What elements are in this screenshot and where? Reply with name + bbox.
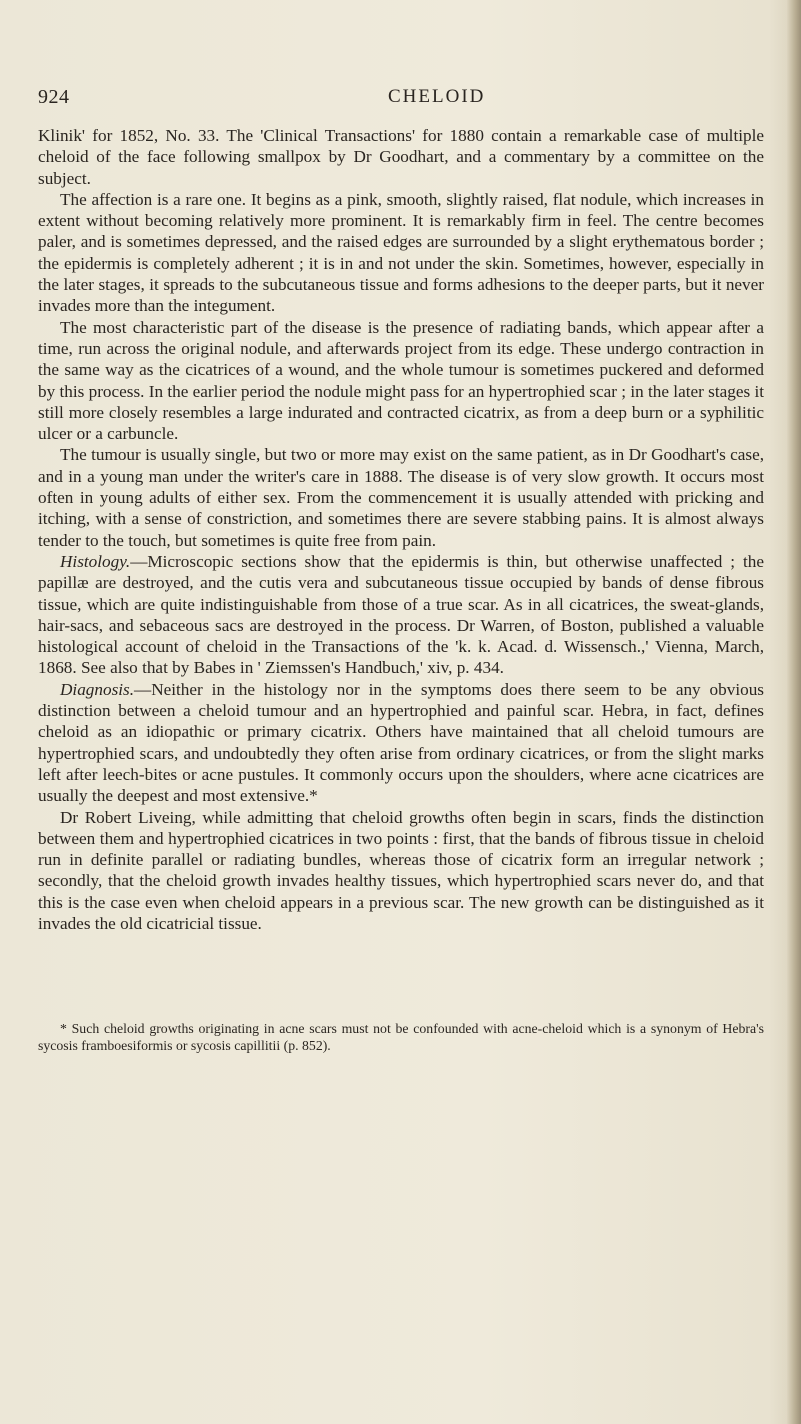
footnote — [38, 1020, 764, 1054]
histology-text: —Microscopic sections show that the epidermis is thin, but otherwise unaffected ; the papillæ are destroyed, and the cutis vera and subcutaneous tissue occupied by bands of dense fibrous tissue, which are quite indistinguishable from those of a true scar. As in all cicatrices, the sweat-glands, hair-sacs, and sebaceous sacs are destroyed in the process. Dr Warren, of Boston, published a valuable histological account of cheloid in the Transactions of the 'k. k. Acad. d. Wissensch.,' Vienna, March, 1868. See also that by Babes in ' Ziemssen's Handbuch,' xiv, p. 434. — [38, 551, 764, 678]
page-edge — [787, 0, 801, 1424]
paragraph: The most characteristic part of the disease is the presence of radiating bands, which appear after a time, run across the original nodule, and afterwards project from its edge. These undergo contraction in the same way as the cicatrices of a wound, and the whole tumour is sometimes puckered and deformed by this process. In the earlier period the nodule might pass for an hypertrophied scar ; in the later stages it still more closely resembles a large indurated and contracted cicatrix, as from a deep burn or a syphilitic ulcer or a carbuncle. — [38, 317, 764, 444]
paragraph: The affection is a rare one. It begins as a pink, smooth, slightly raised, flat nodule, which increases in extent without becoming relatively more prominent. It is remarkably firm in feel. The centre becomes paler, and is sometimes depressed, and the raised edges are surrounded by a slight erythematous border ; the epidermis is completely adherent ; it is in and not under the skin. Sometimes, however, especially in the later stages, it spreads to the subcutaneous tissue and forms adhesions to the deeper parts, but it never invades more than the integument. — [38, 189, 764, 316]
paragraph: Klinik' for 1852, No. 33. The 'Clinical Transactions' for 1880 contain a remarkable case of multiple cheloid of the face following smallpox by Dr Goodhart, and a commentary by a committee on the subject. — [38, 126, 764, 188]
paragraph: The tumour is usually single, but two or more may exist on the same patient, as in Dr Goodhart's case, and in a young man under the writer's care in 1888. The disease is of very slow growth. It occurs most often in young adults of either sex. From the commencement it is usually attended with pricking and itching, with a sense of constriction, and sometimes there are severe stabbing pains. It is almost always tender to the touch, but sometimes is quite free from pain. — [38, 445, 764, 550]
page-header — [38, 86, 758, 110]
body-text — [38, 125, 764, 934]
histology-heading: Histology. — [60, 551, 131, 571]
footnote-text: * Such cheloid growths originating in acne scars must not be confounded with acne-cheloid which is a synonym of Hebra's sycosis framboesiformis or sycosis capillitii (p. 852). — [38, 1021, 764, 1053]
paragraph: Dr Robert Liveing, while admitting that cheloid growths often begin in scars, finds the distinction between them and hypertrophied cicatrices in two points : first, that the bands of fibrous tissue in cheloid run in definite parallel or radiating bundles, whereas those of cicatrix form an irregular network ; secondly, that the cheloid growth invades healthy tissues, which hypertrophied scars never do, and that this is the case even when cheloid appears in a previous scar. The new growth can be distinguished as it invades the old cicatricial tissue. — [38, 807, 764, 933]
diagnosis-text: —Neither in the histology nor in the symptoms does there seem to be any obvious distinction between a cheloid tumour and an hypertrophied and painful scar. Hebra, in fact, defines cheloid as an idiopathic or primary cicatrix. Others have maintained that all cheloid tumours are hypertrophied scars, and undoubtedly they often arise from ordinary cicatrices, or from the slight marks left after leech-bites or acne pustules. It commonly occurs upon the shoulders, where acne cicatrices are usually the deepest and most extensive.* — [38, 679, 764, 806]
page-number: 924 — [38, 86, 70, 108]
diagnosis-paragraph — [38, 679, 764, 807]
running-head: CHELOID — [388, 86, 486, 107]
diagnosis-heading: Diagnosis. — [60, 679, 135, 699]
histology-paragraph — [38, 551, 764, 679]
